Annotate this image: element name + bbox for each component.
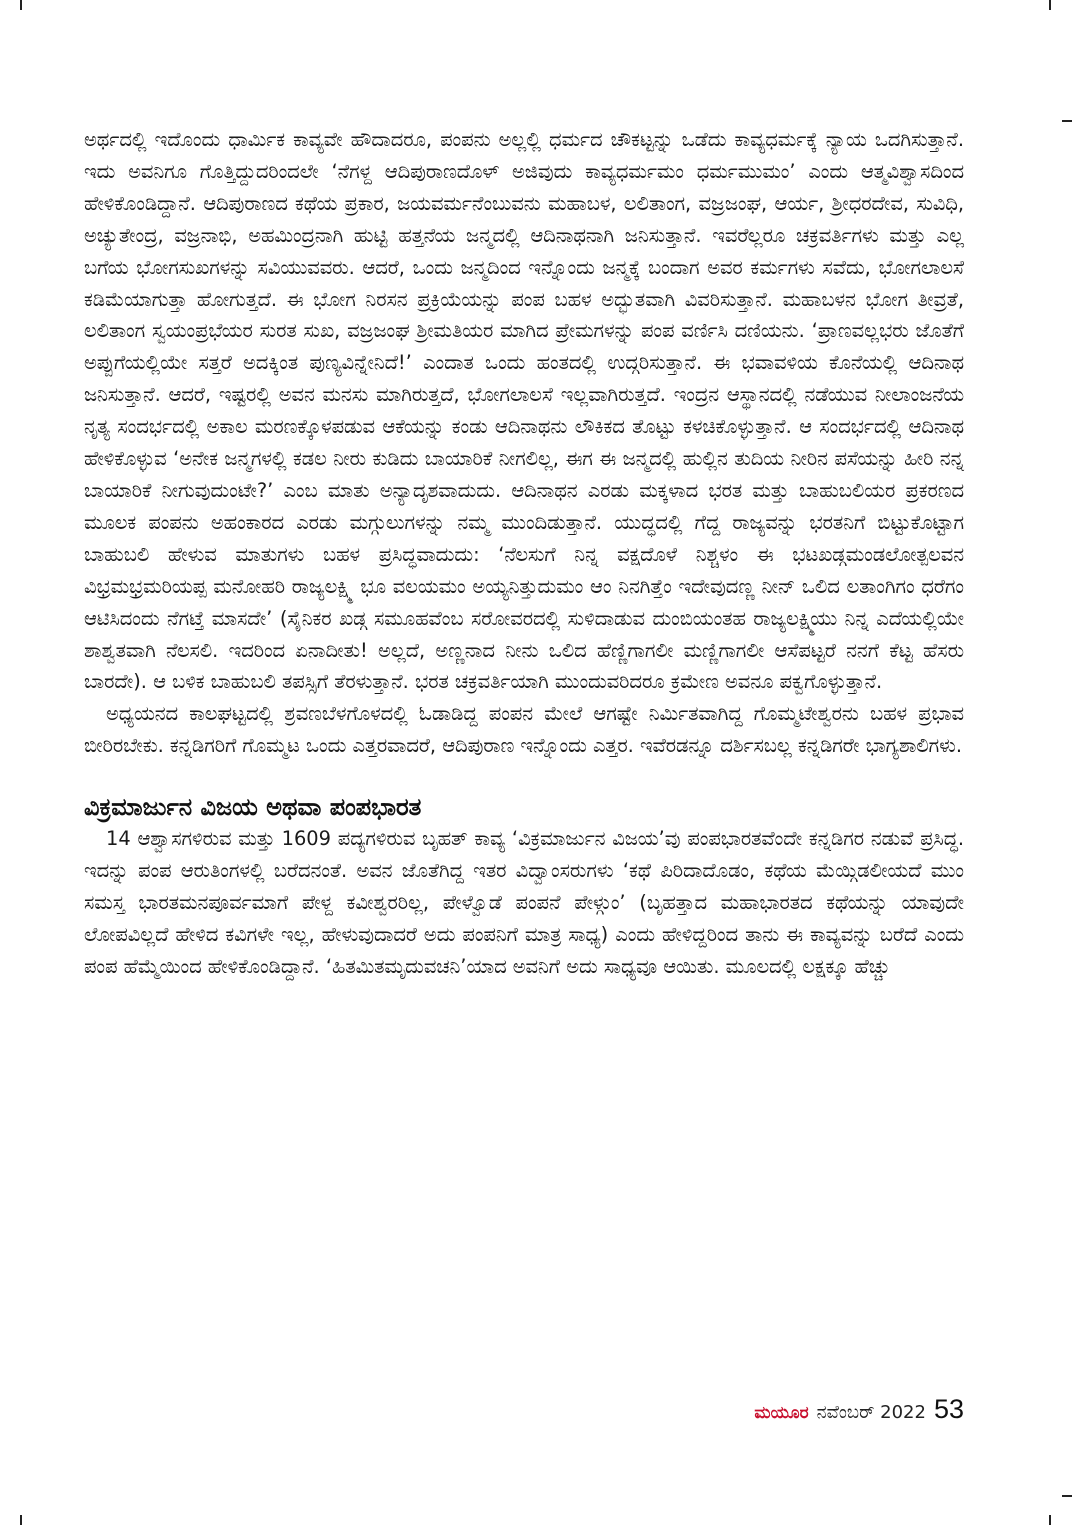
article-body [84,124,964,983]
page-number: 53 [933,1394,964,1424]
article-paragraph: ಅಧ್ಯಯನದ ಕಾಲಘಟ್ಟದಲ್ಲಿ ಶ್ರವಣಬೆಳಗೊಳದಲ್ಲಿ ಓಡಾಡಿದ್ದ ಪಂಪನ ಮೇಲೆ ಆಗಷ್ಟೇ ನಿರ್ಮಿತವಾಗಿದ್ದ ಗೊಮ್ಮಟೇಶ್ವರನು ಬಹಳ ಪ್ರಭಾವ ಬೀರಿರಬೇಕು. ಕನ್ನಡಿಗರಿಗೆ ಗೊಮ್ಮಟ ಒಂದು ಎತ್ತರವಾದರೆ, ಆದಿಪುರಾಣ ಇನ್ನೊಂದು ಎತ್ತರ. ಇವೆರಡನ್ನೂ ದರ್ಶಿಸಬಲ್ಲ ಕನ್ನಡಿಗರೇ ಭಾಗ್ಯಶಾಲಿಗಳು. [84,702,964,758]
magazine-name: ಮಯೂರ [754,1403,809,1423]
section-paragraph: 14 ಆಶ್ವಾಸಗಳಿರುವ ಮತ್ತು 1609 ಪದ್ಯಗಳಿರುವ ಬೃಹತ್ ಕಾವ್ಯ ‘ವಿಕ್ರಮಾರ್ಜುನ ವಿಜಯ’ವು ಪಂಪಭಾರತವೆಂದೇ ಕನ್ನಡಿಗರ ನಡುವೆ ಪ್ರಸಿದ್ಧ. ಇದನ್ನು ಪಂಪ ಆರುತಿಂಗಳಲ್ಲಿ ಬರೆದನಂತೆ. ಅವನ ಜೊತೆಗಿದ್ದ ಇತರ ವಿದ್ವಾಂಸರುಗಳು ‘ಕಥೆ ಪಿರಿದಾದೊಡಂ, ಕಥೆಯ ಮೆಯ್ಗಿಡಲೀಯದೆ ಮುಂ ಸಮಸ್ತ ಭಾರತಮನಪೂರ್ವಮಾಗೆ ಪೇಳ್ದ ಕವೀಶ್ವರರಿಲ್ಲ, ಪೇಳ್ವೊಡೆ ಪಂಪನೆ ಪೇಳ್ಗುಂ’ (ಬೃಹತ್ತಾದ ಮಹಾಭಾರತದ ಕಥೆಯನ್ನು ಯಾವುದೇ ಲೋಪವಿಲ್ಲದೆ ಹೇಳಿದ ಕವಿಗಳೇ ಇಲ್ಲ, ಹೇಳುವುದಾದರೆ ಅದು ಪಂಪನಿಗೆ ಮಾತ್ರ ಸಾಧ್ಯ) ಎಂದು ಹೇಳಿದ್ದರಿಂದ ತಾನು ಈ ಕಾವ್ಯವನ್ನು ಬರೆದೆ ಎಂದು ಪಂಪ ಹೆಮ್ಮೆಯಿಂದ ಹೇಳಿಕೊಂಡಿದ್ದಾನೆ. ‘ಹಿತಮಿತಮೃದುವಚನಿ’ಯಾದ ಅವನಿಗೆ ಅದು ಸಾಧ್ಯವೂ ಆಯಿತು. ಮೂಲದಲ್ಲಿ ಲಕ್ಷಕ್ಕೂ ಹೆಚ್ಚು [84,827,964,978]
issue-date: ನವೆಂಬರ್ 2022 [816,1402,926,1423]
page-footer [754,1394,964,1428]
crop-mark-right-lower [1062,1495,1072,1497]
crop-mark-bottom-right [1049,1515,1051,1525]
crop-mark-right-upper [1062,120,1072,122]
crop-mark-bottom-left [20,1515,22,1525]
crop-mark-top-right [1049,0,1051,10]
crop-mark-top-left [20,0,22,10]
section-heading: ವಿಕ್ರಮಾರ್ಜುನ ವಿಜಯ ಅಥವಾ ಪಂಪಭಾರತ [84,793,422,822]
article-paragraph: ಅರ್ಥದಲ್ಲಿ ಇದೊಂದು ಧಾರ್ಮಿಕ ಕಾವ್ಯವೇ ಹೌದಾದರೂ, ಪಂಪನು ಅಲ್ಲಲ್ಲಿ ಧರ್ಮದ ಚೌಕಟ್ಟನ್ನು ಒಡೆದು ಕಾವ್ಯಧರ್ಮಕ್ಕೆ ನ್ಯಾಯ ಒದಗಿಸುತ್ತಾನೆ. ಇದು ಅವನಿಗೂ ಗೊತ್ತಿದ್ದುದರಿಂದಲೇ ‘ನೆಗಳ್ದ ಆದಿಪುರಾಣದೊಳ್ ಅಜಿವುದು ಕಾವ್ಯಧರ್ಮಮಂ ಧರ್ಮಮುಮಂ’ ಎಂದು ಆತ್ಮವಿಶ್ವಾಸದಿಂದ ಹೇಳಿಕೊಂಡಿದ್ದಾನೆ. ಆದಿಪುರಾಣದ ಕಥೆಯ ಪ್ರಕಾರ, ಜಯವರ್ಮನೆಂಬುವನು ಮಹಾಬಳ, ಲಲಿತಾಂಗ, ವಜ್ರಜಂಘ, ಆರ್ಯ, ಶ್ರೀಧರದೇವ, ಸುವಿಧಿ, ಅಚ್ಯುತೇಂದ್ರ, ವಜ್ರನಾಭಿ, ಅಹಮಿಂದ್ರನಾಗಿ ಹುಟ್ಟಿ ಹತ್ತನೆಯ ಜನ್ಮದಲ್ಲಿ ಆದಿನಾಥನಾಗಿ ಜನಿಸುತ್ತಾನೆ. ಇವರೆಲ್ಲರೂ ಚಕ್ರವರ್ತಿಗಳು ಮತ್ತು ಎಲ್ಲ ಬಗೆಯ ಭೋಗಸುಖಗಳನ್ನು ಸವಿಯುವವರು. ಆದರೆ, ಒಂದು ಜನ್ಮದಿಂದ ಇನ್ನೊಂದು ಜನ್ಮಕ್ಕೆ ಬಂದಾಗ ಅವರ ಕರ್ಮಗಳು ಸವೆದು, ಭೋಗಲಾಲಸೆ ಕಡಿಮೆಯಾಗುತ್ತಾ ಹೋಗುತ್ತದೆ. ಈ ಭೋಗ ನಿರಸನ ಪ್ರಕ್ರಿಯೆಯನ್ನು ಪಂಪ ಬಹಳ ಅದ್ಭುತವಾಗಿ ವಿವರಿಸುತ್ತಾನೆ. ಮಹಾಬಳನ ಭೋಗ ತೀವ್ರತೆ, ಲಲಿತಾಂಗ ಸ್ವಯಂಪ್ರಭೆಯರ ಸುರತ ಸುಖ, ವಜ್ರಜಂಘ ಶ್ರೀಮತಿಯರ ಮಾಗಿದ ಪ್ರೇಮಗಳನ್ನು ಪಂಪ ವರ್ಣಿಸಿ ದಣಿಯನು. ‘ಪ್ರಾಣವಲ್ಲಭರು ಜೊತೆಗೆ ಅಪ್ಪುಗೆಯಲ್ಲಿಯೇ ಸತ್ತರೆ ಅದಕ್ಕಿಂತ ಪುಣ್ಯವಿನ್ನೇನಿದೆ!’ ಎಂದಾತ ಒಂದು ಹಂತದಲ್ಲಿ ಉದ್ಗರಿಸುತ್ತಾನೆ. ಈ ಭವಾವಳಿಯ ಕೊನೆಯಲ್ಲಿ ಆದಿನಾಥ ಜನಿಸುತ್ತಾನೆ. ಆದರೆ, ಇಷ್ಟರಲ್ಲಿ ಅವನ ಮನಸು ಮಾಗಿರುತ್ತದೆ, ಭೋಗಲಾಲಸೆ ಇಲ್ಲವಾಗಿರುತ್ತದೆ. ಇಂದ್ರನ ಆಸ್ಥಾನದಲ್ಲಿ ನಡೆಯುವ ನೀಲಾಂಜನೆಯ ನೃತ್ಯ ಸಂದರ್ಭದಲ್ಲಿ ಅಕಾಲ ಮರಣಕ್ಕೊಳಪಡುವ ಆಕೆಯನ್ನು ಕಂಡು ಆದಿನಾಥನು ಲೌಕಿಕದ ತೊಟ್ಟು ಕಳಚಿಕೊಳ್ಳುತ್ತಾನೆ. ಆ ಸಂದರ್ಭದಲ್ಲಿ ಆದಿನಾಥ ಹೇಳಿಕೊಳ್ಳುವ ‘ಅನೇಕ ಜನ್ಮಗಳಲ್ಲಿ ಕಡಲ ನೀರು ಕುಡಿದು ಬಾಯಾರಿಕೆ ನೀಗಲಿಲ್ಲ, ಈಗ ಈ ಜನ್ಮದಲ್ಲಿ ಹುಲ್ಲಿನ ತುದಿಯ ನೀರಿನ ಪಸೆಯನ್ನು ಹೀರಿ ನನ್ನ ಬಾಯಾರಿಕೆ ನೀಗುವುದುಂಟೇ?’ ಎಂಬ ಮಾತು ಅನ್ಯಾದೃಶವಾದುದು. ಆದಿನಾಥನ ಎರಡು ಮಕ್ಕಳಾದ ಭರತ ಮತ್ತು ಬಾಹುಬಲಿಯರ ಪ್ರಕರಣದ ಮೂಲಕ ಪಂಪನು ಅಹಂಕಾರದ ಎರಡು ಮಗ್ಗುಲುಗಳನ್ನು ನಮ್ಮ ಮುಂದಿಡುತ್ತಾನೆ. ಯುದ್ಧದಲ್ಲಿ ಗೆದ್ದ ರಾಜ್ಯವನ್ನು ಭರತನಿಗೆ ಬಿಟ್ಟುಕೊಟ್ಟಾಗ ಬಾಹುಬಲಿ ಹೇಳುವ ಮಾತುಗಳು ಬಹಳ ಪ್ರಸಿದ್ಧವಾದುದು: ‘ನೆಲಸುಗೆ ನಿನ್ನ ವಕ್ಷದೊಳೆ ನಿಶ್ಚಳಂ ಈ ಭಟಖಡ್ಗಮಂಡಲೋತ್ಪಲವನ ವಿಭ್ರಮಭ್ರಮರಿಯಪ್ಪ ಮನೋಹರಿ ರಾಜ್ಯಲಕ್ಷ್ಮಿ ಭೂ ವಲಯಮಂ ಅಯ್ಯನಿತ್ತುದುಮಂ ಆಂ ನಿನಗಿತ್ತೆಂ ಇದೇವುದಣ್ಣ ನೀನ್ ಒಲಿದ ಲತಾಂಗಿಗಂ ಧರೆಗಂ ಆಟಿಸಿದಂದು ನೆಗಟ್ತೆ ಮಾಸದೇ’ (ಸೈನಿಕರ ಖಡ್ಗ ಸಮೂಹವೆಂಬ ಸರೋವರದಲ್ಲಿ ಸುಳಿದಾಡುವ ದುಂಬಿಯಂತಹ ರಾಜ್ಯಲಕ್ಷ್ಮಿಯು ನಿನ್ನ ಎದೆಯಲ್ಲಿಯೇ ಶಾಶ್ವತವಾಗಿ ನೆಲಸಲಿ. ಇದರಿಂದ ಏನಾದೀತು! ಅಲ್ಲದೆ, ಅಣ್ಣನಾದ ನೀನು ಒಲಿದ ಹೆಣ್ಣಿಗಾಗಲೀ ಮಣ್ಣಿಗಾಗಲೀ ಆಸೆಪಟ್ಟರೆ ನನಗೆ ಕೆಟ್ಟ ಹೆಸರು ಬಾರದೇ). ಆ ಬಳಿಕ ಬಾಹುಬಲಿ ತಪಸ್ಸಿಗೆ ತೆರಳುತ್ತಾನೆ. ಭರತ ಚಕ್ರವರ್ತಿಯಾಗಿ ಮುಂದುವರಿದರೂ ಕ್ರಮೇಣ ಅವನೂ ಪಕ್ವಗೊಳ್ಳುತ್ತಾನೆ. [84,128,964,694]
